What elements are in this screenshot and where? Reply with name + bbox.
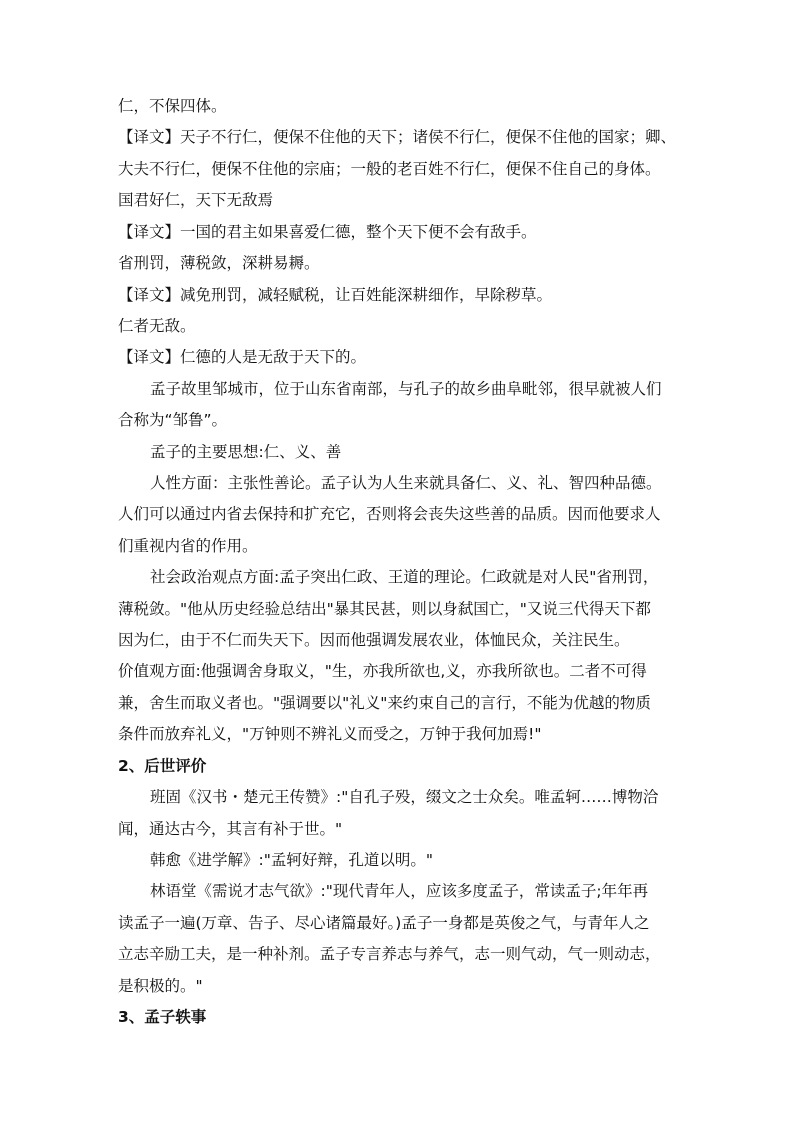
- text-line: 价值观方面:他强调舍身取义，"生，亦我所欲也,义，亦我所欲也。二者不可得: [118, 662, 647, 680]
- section-heading: 3、孟子轶事: [118, 1008, 207, 1026]
- text-line: 兼，舍生而取义者也。"强调要以"礼义"来约束自己的言行，不能为优越的物质: [118, 694, 651, 712]
- section-heading: 2、后世评价: [118, 757, 207, 775]
- text-line: 们重视内省的作用。: [118, 537, 258, 555]
- text-line: 韩愈《进学解》:"孟轲好辩，孔道以明。": [150, 851, 433, 869]
- text-line: 【译文】一国的君主如果喜爱仁德，整个天下便不会有敌手。: [118, 223, 537, 241]
- text-line: 【译文】天子不行仁，便保不住他的天下；诸侯不行仁，便保不住他的国家；卿、: [118, 128, 677, 146]
- text-line: 孟子的主要思想:仁、义、善: [150, 443, 342, 461]
- text-line: 【译文】仁德的人是无敌于天下的。: [118, 348, 367, 366]
- text-line: 是积极的。": [118, 977, 203, 995]
- text-line: 大夫不行仁，便保不住他的宗庙；一般的老百姓不行仁，便保不住自己的身体。: [118, 160, 661, 178]
- text-line: 因为仁，由于不仁而失天下。因而他强调发展农业，体恤民众，关注民生。: [118, 631, 630, 649]
- text-line: 合称为“邹鲁”。: [118, 411, 228, 429]
- text-line: 社会政治观点方面:孟子突出仁政、王道的理论。仁政就是对人民"省刑罚，: [150, 568, 659, 586]
- text-line: 仁者无敌。: [118, 317, 196, 335]
- text-line: 国君好仁，天下无敌焉: [118, 191, 274, 209]
- text-line: 闻，通达古今，其言有补于世。": [118, 820, 343, 838]
- text-line: 班固《汉书・楚元王传赞》:"自孔子殁，缀文之士众矣。唯孟轲……博物洽: [150, 788, 659, 806]
- text-line: 仁，不保四体。: [118, 97, 227, 115]
- text-line: 【译文】减免刑罚，减轻赋税，让百姓能深耕细作，早除秽草。: [118, 286, 553, 304]
- text-line: 读孟子一遍(万章、告子、尽心诸篇最好。)孟子一身都是英俊之气，与青年人之: [118, 914, 650, 932]
- text-line: 孟子故里邹城市，位于山东省南部，与孔子的故乡曲阜毗邻，很早就被人们: [150, 380, 662, 398]
- text-line: 省刑罚，薄税敛，深耕易耨。: [118, 254, 320, 272]
- text-line: 薄税敛。"他从历史经验总结出"暴其民甚，则以身弑国亡，"又说三代得天下都: [118, 600, 651, 618]
- text-line: 条件而放弃礼义，"万钟则不辨礼义而受之，万钟于我何加焉!": [118, 725, 542, 743]
- text-line: 人性方面：主张性善论。孟子认为人生来就具备仁、义、礼、智四种品德。: [150, 474, 662, 492]
- text-line: 立志辛励工夫，是一种补剂。孟子专言养志与养气，志一则气动，气一则动志，: [118, 945, 661, 963]
- text-line: 人们可以通过内省去保持和扩充它，否则将会丧失这些善的品质。因而他要求人: [118, 505, 661, 523]
- text-line: 林语堂《需说才志气欲》:"现代青年人，应该多度孟子，常读孟子;年年再: [150, 882, 649, 900]
